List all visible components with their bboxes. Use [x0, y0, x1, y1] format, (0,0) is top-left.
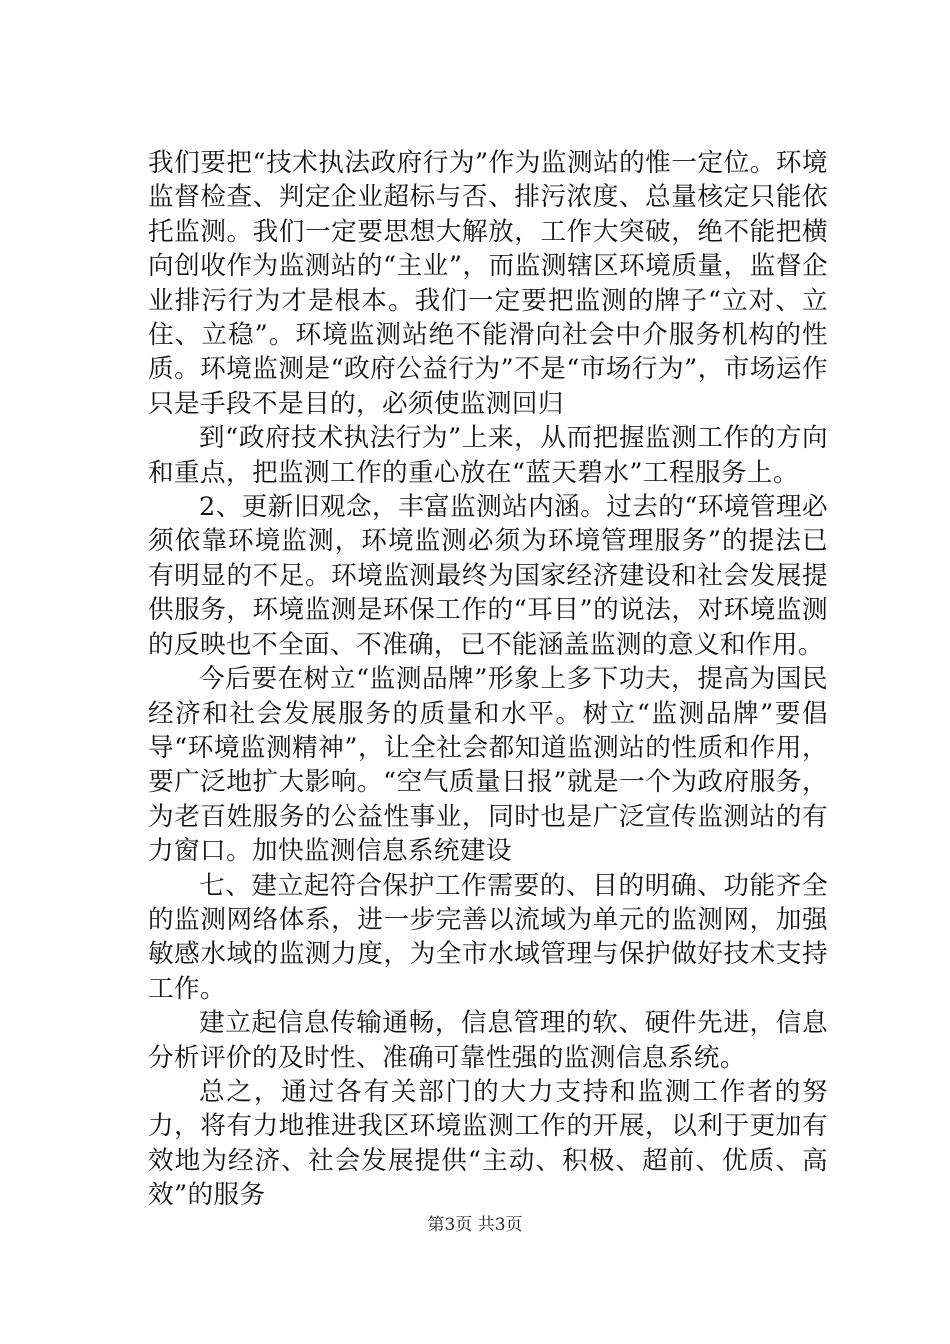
paragraph-3: 2、更新旧观念，丰富监测站内涵。过去的“环境管理必须依靠环境监测，环境监测必须为环境管理服务”的提法已有明显的不足。环境监测最终为国家经济建设和社会发展提供服务，环境监测是环保工作的“耳目”的说法，对环境监测的反映也不全面、不准确，已不能涵盖监测的意义和作用。: [148, 492, 828, 660]
paragraph-2: 到“政府技术执法行为”上来，从而把握监测工作的方向和重点，把监测工作的重心放在“蓝天碧水”工程服务上。: [148, 423, 828, 488]
page-number-footer: 第3页 共3页: [427, 1215, 523, 1235]
paragraph-7: 总之，通过各有关部门的大力支持和监测工作者的努力，将有力地推进我区环境监测工作的开展，以利于更加有效地为经济、社会发展提供“主动、积极、超前、优质、高效”的服务: [148, 1076, 828, 1211]
paragraph-1: 我们要把“技术执法政府行为”作为监测站的惟一定位。环境监督检查、判定企业超标与否、排污浓度、总量核定只能依托监测。我们一定要思想大解放，工作大突破，绝不能把横向创收作为监测站的“主业”，而监测辖区环境质量，监督企业排污行为才是根本。我们一定要把监测的牌子“立对、立住、立稳”。环境监测站绝不能滑向社会中介服务机构的性质。环境监测是“政府公益行为”不是“市场行为”，市场运作只是手段不是目的，必须使监测回归: [148, 148, 828, 419]
document-body: [148, 146, 828, 1213]
paragraph-4: 今后要在树立“监测品牌”形象上多下功夫，提高为国民经济和社会发展服务的质量和水平。树立“监测品牌”要倡导“环境监测精神”，让全社会都知道监测站的性质和作用，要广泛地扩大影响。“空气质量日报”就是一个为政府服务，为老百姓服务的公益性事业，同时也是广泛宣传监测站的有力窗口。加快监测信息系统建设: [148, 664, 828, 867]
paragraph-6: 建立起信息传输通畅，信息管理的软、硬件先进，信息分析评价的及时性、准确可靠性强的监测信息系统。: [148, 1008, 828, 1073]
paragraph-5: 七、建立起符合保护工作需要的、目的明确、功能齐全的监测网络体系，进一步完善以流域为单元的监测网，加强敏感水域的监测力度，为全市水域管理与保护做好技术支持工作。: [148, 870, 828, 1004]
